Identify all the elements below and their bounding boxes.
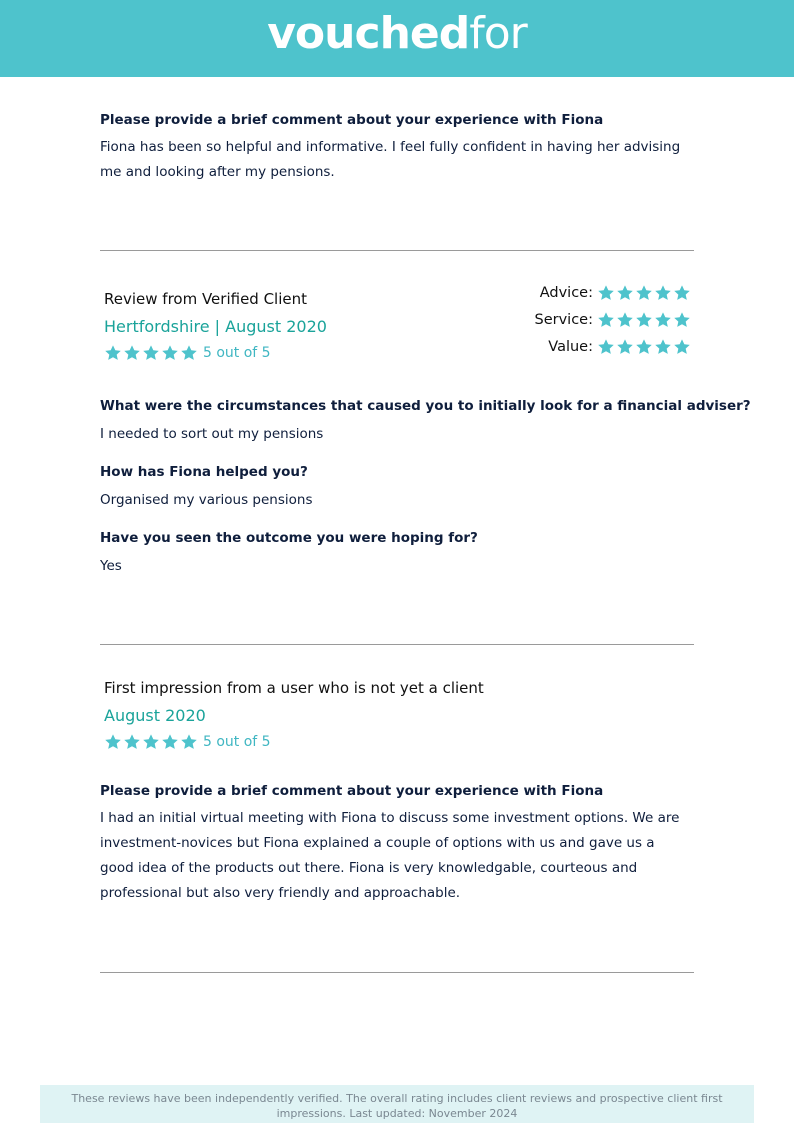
star-icon [161,733,179,751]
top-comment-question: Please provide a brief comment about your experience with Fiona [100,112,604,128]
star-icon [161,344,179,362]
divider-1 [100,250,694,251]
review1-stars [104,344,199,362]
review1-question-2: How has Fiona helped you? [100,464,308,480]
review1-question-1: What were the circumstances that caused you to initially look for a financial adviser? [100,398,751,414]
review2-subtitle: August 2020 [104,706,206,725]
review1-rating [104,344,271,362]
review1-answer-3: Yes [100,558,122,574]
review1-title: Review from Verified Client [104,290,308,308]
service-label: Service: [534,312,593,328]
vouchedfor-logo [267,7,527,59]
divider-3 [100,972,694,973]
advice-stars [597,284,692,302]
star-icon [180,344,198,362]
service-rating [535,311,692,329]
star-icon [104,344,122,362]
value-stars [597,338,692,356]
star-icon [104,733,122,751]
star-icon [616,311,634,329]
star-icon [654,311,672,329]
advice-rating [540,284,692,302]
review2-answer: I had an initial virtual meeting with Fiona to discuss some investment options. We are investment-novices but Fiona explained a couple of options with us and gave us a good idea of the products out there. Fiona is very knowledgable, courteous and professional but also very friendly and approachable. [100,810,680,901]
star-icon [180,733,198,751]
top-comment-answer: Fiona has been so helpful and informative. I feel fully confident in having her advising me and looking after my pensions. [100,139,681,180]
review1-answer-2: Organised my various pensions [100,492,313,508]
star-icon [597,284,615,302]
star-icon [673,284,691,302]
header-bar [0,0,794,77]
value-label: Value: [548,339,593,355]
advice-label: Advice: [539,285,593,301]
star-icon [142,733,160,751]
star-icon [616,338,634,356]
review1-rating-text: 5 out of 5 [203,345,271,361]
logo-bold: vouched [267,7,470,59]
review2-question: Please provide a brief comment about your experience with Fiona [100,783,604,799]
review2-title: First impression from a user who is not yet a client [104,679,484,697]
star-icon [142,344,160,362]
star-icon [635,338,653,356]
logo-light: for [469,7,527,59]
star-icon [123,344,141,362]
service-stars [597,311,692,329]
star-icon [654,284,672,302]
star-icon [123,733,141,751]
divider-2 [100,644,694,645]
star-icon [673,311,691,329]
star-icon [597,311,615,329]
star-icon [635,311,653,329]
review2-stars [104,733,199,751]
star-icon [635,284,653,302]
review1-answer-1: I needed to sort out my pensions [100,426,324,442]
star-icon [597,338,615,356]
star-icon [673,338,691,356]
star-icon [616,284,634,302]
review2-rating [104,733,271,751]
review2-rating-text: 5 out of 5 [203,734,271,750]
review1-subtitle: Hertfordshire | August 2020 [104,317,327,336]
review1-question-3: Have you seen the outcome you were hoping for? [100,530,478,546]
star-icon [654,338,672,356]
value-rating [548,338,692,356]
footer-note: These reviews have been independently verified. The overall rating includes client reviews and prospective client first impressions. Last updated: November 2024 [40,1085,754,1123]
